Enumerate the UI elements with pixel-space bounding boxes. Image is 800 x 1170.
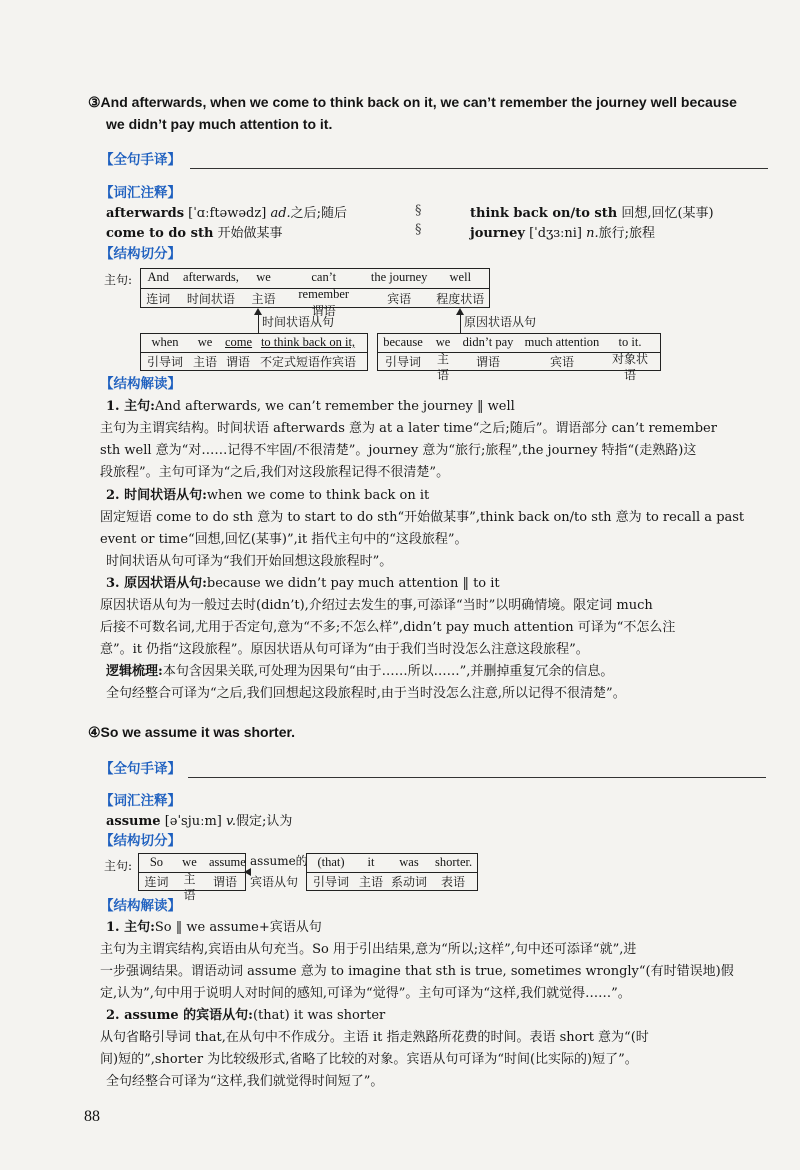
arrow-left-icon [244,868,251,876]
split-cell: So 连词 [144,855,169,889]
arrow-up-icon [254,308,262,315]
object-clause-label-bottom: 宾语从句 [250,875,299,889]
split-divider [140,352,368,353]
divider-squiggle: § [415,203,422,218]
s3-analysis-label: 【结构解读】 [100,376,181,391]
paragraph-line: 一步强调结果。谓语动词 assume 意为 to imagine that sth is true, sometimes wrongly“(有时错误地)假 [100,964,734,979]
s3-split-label: 【结构切分】 [100,246,181,261]
paragraph-line: event or time“回想,回忆(某事)”,it 指代主句中的“这段旅程”。 [100,532,468,547]
vocab-afterwards: afterwards [ˈɑːftəwədz] ad.之后;随后 [106,206,348,221]
split-cell: was 系动词 [391,855,428,889]
split-divider [140,288,490,289]
vocab-come-to-do: come to do sth 开始做某事 [106,226,283,241]
s4-point-2-title: 2. assume 的宾语从句:(that) it was shorter [106,1008,386,1023]
split-cell: afterwards, 时间状语 [182,270,239,306]
s3-point-3-title: 3. 原因状语从句:because we didn’t pay much attention ‖ to it [106,576,500,591]
s3-logic-line: 逻辑梳理:本句含因果关联,可处理为因果句“由于……所以……”,并删掉重复冗余的信息。 [106,664,614,679]
s4-point-1-title: 1. 主句:So ‖ we assume+宾语从句 [106,920,322,935]
s3-point-2-title: 2. 时间状语从句:when we come to think back on it [106,488,430,503]
s4-translate-answer-line[interactable] [188,777,766,778]
split-cell: assume 谓语 [209,855,246,889]
arrow-up-icon [456,308,464,315]
paragraph-line: 定,认为”,句中用于说明人对时间的感知,可译为“觉得”。主句可译为“这样,我们就觉得……”。 [100,986,631,1001]
paragraph-line: 后接不可数名词,尤用于否定句,意为“不多;不怎么样”,didn’t pay much attention 可译为“不怎么注 [100,620,676,635]
vocab-assume: assume [əˈsjuːm] v.假定;认为 [106,814,293,829]
split-cell: when 引导词 [146,335,183,369]
s3-main-clause-label: 主句: [104,273,133,287]
split-cell: the journey 宾语 [370,270,428,306]
split-cell: we 主语 [182,855,197,902]
time-clause-label: 时间状语从句 [262,315,335,329]
s4-vocab-label: 【词汇注释】 [100,793,181,808]
s3-point-1-title: 1. 主句:And afterwards, we can’t remember the journey ‖ well [106,399,515,414]
split-cell: we 主语 [193,335,218,369]
split-cell: shorter. 表语 [435,855,473,889]
split-cell: because 引导词 [383,335,423,369]
split-divider [306,872,478,873]
divider-squiggle: § [415,222,422,237]
split-cell: well 程度状语 [436,270,485,306]
paragraph-line: 主句为主谓宾结构,宾语由从句充当。So 用于引出结果,意为“所以;这样”,句中还可添译“就”,进 [100,942,637,957]
paragraph-line: 主句为主谓宾结构。时间状语 afterwards 意为 at a later time“之后;随后”。谓语部分 can’t remember [100,421,717,436]
paragraph-line: 原因状语从句为一般过去时(didn’t),介绍过去发生的事,可添译“当时”以明确情境。限定词 much [100,598,653,613]
paragraph-line: 固定短语 come to do sth 意为 to start to do sth“开始做某事”,think back on/to sth 意为 to recall a past [100,510,745,525]
s4-analysis-label: 【结构解读】 [100,898,181,913]
s3-translate-label: 【全句手译】 [100,152,181,167]
paragraph-line: 间)短的”,shorter 为比较级形式,省略了比较的对象。宾语从句可译为“时间(比实际的)短了”。 [100,1052,638,1067]
split-cell: to it. 对象状语 [611,335,648,382]
object-clause-label-top: assume的 [250,854,308,868]
s4-main-clause-label: 主句: [104,859,133,873]
s3-translate-answer-line[interactable] [190,168,768,169]
split-cell: to think back on it, 不定式短语作宾语 [259,335,356,369]
vocab-journey: journey [ˈdʒɜːni] n.旅行;旅程 [470,226,656,241]
split-cell: much attention 宾语 [524,335,600,369]
paragraph-line: 时间状语从句可译为“我们开始回想这段旅程时”。 [106,554,393,569]
split-cell: And 连词 [146,270,171,306]
paragraph-line: 段旅程”。主句可译为“之后,我们对这段旅程记得不很清楚”。 [100,465,450,480]
page-number: 88 [84,1108,100,1125]
split-cell: (that) 引导词 [312,855,349,889]
split-cell: didn’t pay 谓语 [462,335,514,369]
split-cell: we 主语 [251,270,276,306]
split-cell: we 主语 [435,335,451,382]
split-cell: it 主语 [359,855,384,889]
paragraph-line: 意”。it 仍指“这段旅程”。原因状语从句可译为“由于我们当时没怎么注意这段旅程”。 [100,642,589,657]
s3-vocab-label: 【词汇注释】 [100,185,181,200]
paragraph-line: 从句省略引导词 that,在从句中不作成分。主语 it 指走熟路所花费的时间。表语 short 意为“(时 [100,1030,649,1045]
s4-split-label: 【结构切分】 [100,833,181,848]
vocab-think-back: think back on/to sth 回想,回忆(某事) [470,206,714,221]
split-cell: can’t remember 谓语 [298,270,350,318]
paragraph-line: sth well 意为“对……记得不牢固/不很清楚”。journey 意为“旅行;旅程”,the journey 特指“(走熟路)这 [100,443,697,458]
reason-clause-label: 原因状语从句 [464,315,537,329]
s4-final-translation: 全句经整合可译为“这样,我们就觉得时间短了”。 [106,1074,384,1089]
s4-translate-label: 【全句手译】 [100,761,181,776]
sentence-3-heading-line-2: we didn’t pay much attention to it. [106,116,333,132]
sentence-4-heading: ④So we assume it was shorter. [88,724,296,740]
split-cell: come 谓语 [225,335,253,369]
split-divider [377,352,661,353]
s3-final-translation: 全句经整合可译为“之后,我们回想起这段旅程时,由于当时没怎么注意,所以记得不很清楚”。 [106,686,626,701]
sentence-3-heading-line-1: ③And afterwards, when we come to think back on it, we can’t remember the journey well because [88,94,737,110]
split-divider [138,872,246,873]
